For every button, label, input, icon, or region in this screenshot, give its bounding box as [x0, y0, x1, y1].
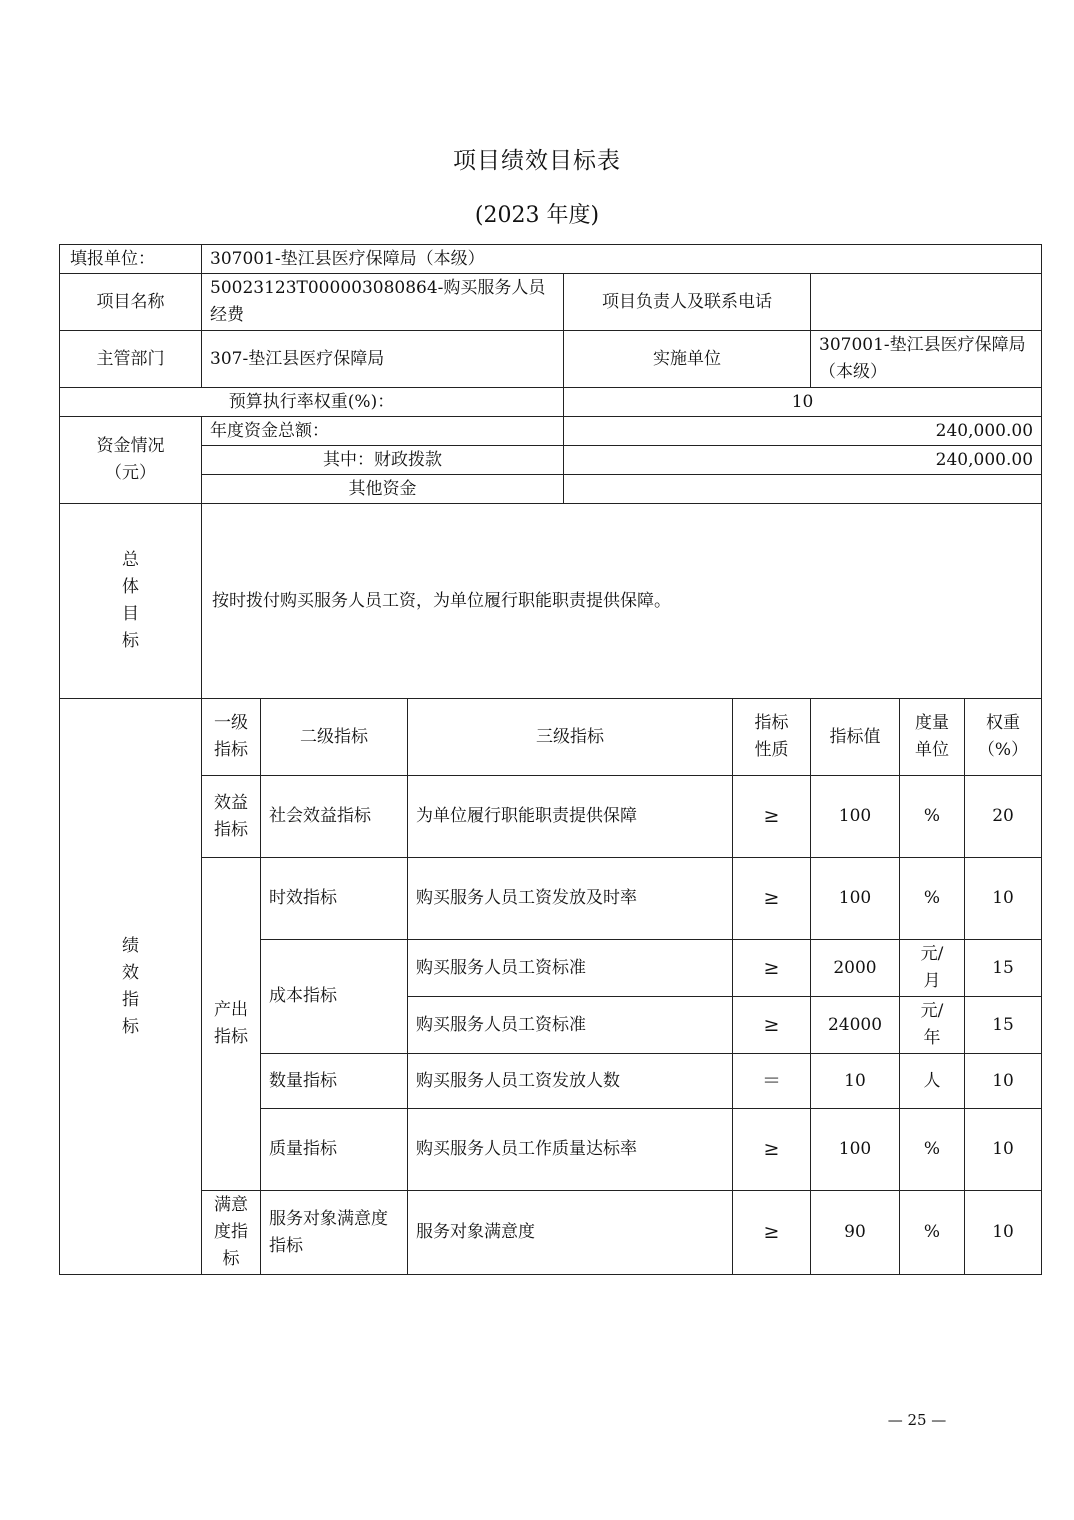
goal-label-char: 体	[122, 577, 139, 597]
row-value: 100	[811, 1109, 900, 1191]
row-nature: ≥	[733, 997, 811, 1054]
row-value: 90	[811, 1191, 900, 1275]
level2-quantity: 数量指标	[261, 1054, 408, 1109]
row-level3: 服务对象满意度	[408, 1191, 733, 1275]
dept-label: 主管部门	[60, 331, 202, 388]
budget-weight-label: 预算执行率权重(%)：	[60, 388, 564, 417]
fill-unit-label: 填报单位：	[60, 245, 202, 274]
goal-label-char: 总	[122, 550, 139, 570]
row-unit: %	[900, 1191, 965, 1275]
goal-label-char: 目	[122, 604, 139, 624]
row-unit: 元/月	[900, 940, 965, 997]
funds-label	[60, 417, 202, 504]
row-level3: 购买服务人员工资标准	[408, 997, 733, 1054]
header-unit: 度量单位	[900, 699, 965, 776]
header-level2: 二级指标	[261, 699, 408, 776]
row-level3: 购买服务人员工资标准	[408, 940, 733, 997]
row-nature: ≥	[733, 1191, 811, 1275]
row-weight: 15	[965, 940, 1042, 997]
fill-unit-value: 307001-垫江县医疗保障局（本级）	[202, 245, 1042, 274]
funds-total-value: 240,000.00	[564, 417, 1042, 446]
indicators-label-char: 效	[122, 962, 139, 983]
funds-label-line2: （元）	[105, 463, 156, 483]
row-weight: 10	[965, 858, 1042, 940]
row-value: 2000	[811, 940, 900, 997]
impl-unit-label: 实施单位	[564, 331, 811, 388]
budget-weight-value: 10	[564, 388, 1042, 417]
row-level3: 购买服务人员工资发放及时率	[408, 858, 733, 940]
impl-unit-value: 307001-垫江县医疗保障局（本级）	[811, 331, 1042, 388]
row-unit: 元/年	[900, 997, 965, 1054]
level2-cost: 成本指标	[261, 940, 408, 1054]
group-benefit: 效益指标	[202, 776, 261, 858]
row-weight: 15	[965, 997, 1042, 1054]
contact-value	[811, 274, 1042, 331]
header-level3: 三级指标	[408, 699, 733, 776]
row-unit: %	[900, 1109, 965, 1191]
header-level1: 一级指标	[202, 699, 261, 776]
dept-value: 307-垫江县医疗保障局	[202, 331, 564, 388]
goal-label-char: 标	[122, 631, 139, 651]
funds-label-line1: 资金情况	[96, 436, 165, 456]
header-value: 指标值	[811, 699, 900, 776]
overall-goal-text: 按时拨付购买服务人员工资，为单位履行职能职责提供保障。	[202, 504, 1042, 699]
row-nature: ≥	[733, 1109, 811, 1191]
row-unit: %	[900, 776, 965, 858]
row-value: 24000	[811, 997, 900, 1054]
group-satisfaction: 满意度指标	[202, 1191, 261, 1275]
row-value: 100	[811, 776, 900, 858]
level2-time: 时效指标	[261, 858, 408, 940]
funds-other-value	[564, 475, 1042, 504]
row-nature: ＝	[733, 1054, 811, 1109]
header-nature: 指标性质	[733, 699, 811, 776]
contact-label: 项目负责人及联系电话	[564, 274, 811, 331]
level2-social: 社会效益指标	[261, 776, 408, 858]
page-number: — 25 —	[887, 1411, 947, 1429]
performance-target-table	[59, 244, 1042, 1275]
row-level3: 购买服务人员工资发放人数	[408, 1054, 733, 1109]
level2-satisfaction: 服务对象满意度指标	[261, 1191, 408, 1275]
page-title: 项目绩效目标表	[453, 148, 621, 174]
row-level3: 购买服务人员工作质量达标率	[408, 1109, 733, 1191]
overall-goal-label	[60, 504, 202, 699]
header-weight: 权重（%）	[965, 699, 1042, 776]
row-weight: 20	[965, 776, 1042, 858]
row-unit: 人	[900, 1054, 965, 1109]
row-nature: ≥	[733, 858, 811, 940]
project-name-value: 50023123T000003080864-购买服务人员经费	[202, 274, 564, 331]
indicators-label	[60, 699, 202, 1275]
row-level3: 为单位履行职能职责提供保障	[408, 776, 733, 858]
row-weight: 10	[965, 1109, 1042, 1191]
indicators-label-char: 标	[122, 1016, 139, 1037]
project-name-label: 项目名称	[60, 274, 202, 331]
funds-fiscal-label: 其中：财政拨款	[202, 446, 564, 475]
funds-total-label: 年度资金总额：	[202, 417, 564, 446]
row-nature: ≥	[733, 776, 811, 858]
group-output: 产出指标	[202, 858, 261, 1191]
row-weight: 10	[965, 1191, 1042, 1275]
row-nature: ≥	[733, 940, 811, 997]
level2-quality: 质量指标	[261, 1109, 408, 1191]
row-unit: %	[900, 858, 965, 940]
row-value: 100	[811, 858, 900, 940]
indicators-label-char: 绩	[122, 935, 139, 956]
row-weight: 10	[965, 1054, 1042, 1109]
page-subtitle: (2023 年度)	[474, 203, 600, 228]
row-value: 10	[811, 1054, 900, 1109]
funds-fiscal-value: 240,000.00	[564, 446, 1042, 475]
funds-other-label: 其他资金	[202, 475, 564, 504]
indicators-label-char: 指	[122, 989, 139, 1010]
